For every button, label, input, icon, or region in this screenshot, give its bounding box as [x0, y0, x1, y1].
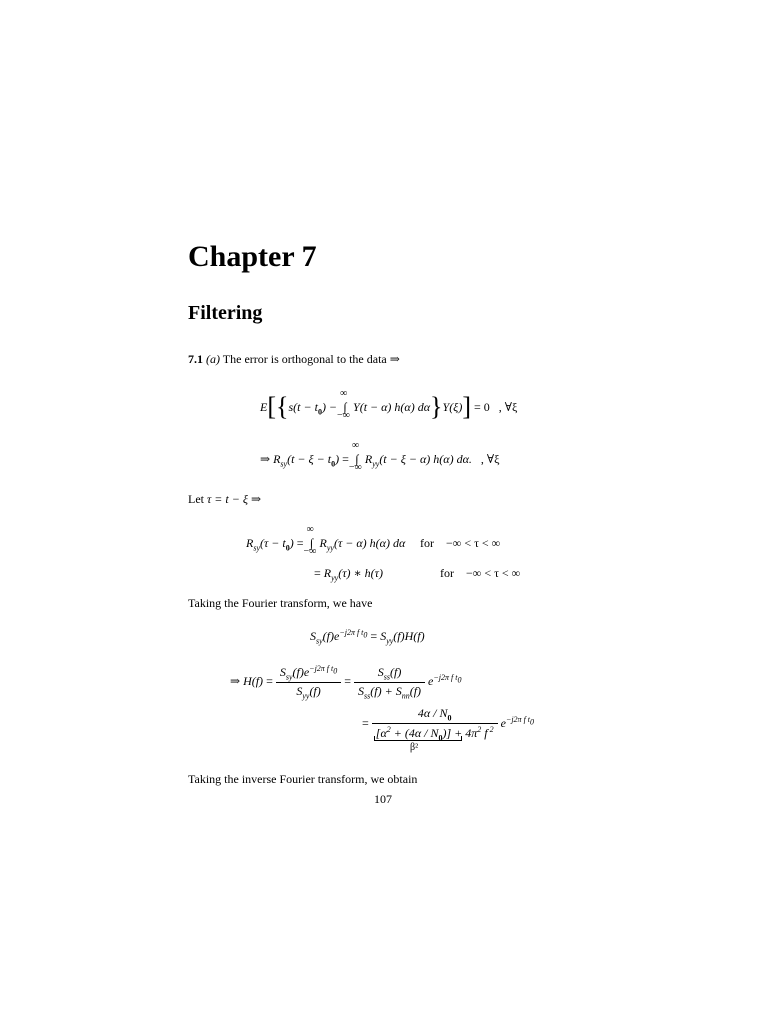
equation-orthogonality: $E[\{s(t - t_0)$ − ∞ ∫ −∞ Y(t − α) h(α) dα}Y(ξ)] = 0 , ∀ξ [260, 388, 518, 421]
problem-intro: The error is orthogonal to the data [222, 352, 387, 366]
integral-sign: ∞ ∫ −∞ [303, 524, 317, 557]
let-line: Let τ = t − ξ ⇒ [188, 492, 262, 506]
underbrace [374, 736, 462, 741]
beta-squared-label: β² [410, 742, 419, 753]
fourier-sentence: Taking the Fourier transform, we have [188, 596, 373, 610]
integral-sign: ∞ ∫ −∞ [348, 440, 362, 473]
for-label-2: for [440, 566, 454, 580]
problem-number: 7.1 [188, 352, 203, 366]
page-number: 107 [374, 792, 392, 806]
fraction: $\frac{S_{sy}(f)e^{-j2\pi f t_0}}{S_{yy}(f)}$ [276, 664, 341, 701]
section-title: Filtering [188, 302, 263, 324]
integral-sign: ∞ ∫ −∞ [337, 388, 350, 421]
condition-1: −∞ < τ < ∞ [446, 536, 501, 550]
let-word: Let [188, 492, 204, 506]
forall-xi-2: , ∀ξ [480, 452, 500, 466]
fraction: $\frac{S_{ss}(f)}{S_{ss}(f) + S_{nn}(f)}$ [354, 665, 425, 701]
implies-arrow: ⇒ [389, 352, 400, 366]
equation-tau: $R_{sy}(\tau - t_0)$ = ∞ ∫ −∞ $R_{yy}(\tau - \alpha)$ h(α) dα [246, 524, 406, 557]
chapter-title: Chapter 7 [188, 240, 317, 273]
condition-2: −∞ < τ < ∞ [466, 566, 521, 580]
problem-intro-line [188, 352, 400, 367]
fraction: $\frac{4\alpha / N_0}{[\alpha^2 + (4\alpha / N_0)] + 4\pi^2 f ^2}$ [372, 706, 498, 743]
equation-transfer-expanded: = $\frac{4\alpha / N_0}{[\alpha^2 + (4\alpha / N_0)] + 4\pi^2 f ^2}$ $e^{-j2\pi f t_0}$ [362, 706, 535, 743]
problem-part: (a) [206, 352, 220, 366]
inverse-fourier-sentence: Taking the inverse Fourier transform, we obtain [188, 772, 418, 786]
equation-spectral: $S_{sy}(f)e^{-j2\pi f t_0} = S_{yy}(f)H(f)$ [310, 628, 425, 646]
for-label-1: for [420, 536, 434, 550]
equation-correlation: ⇒ $R_{sy}(t - \xi - t_0)$ = ∞ ∫ −∞ $R_{yy}(t - \xi - \alpha)$ h(α) dα. , ∀ξ [260, 440, 500, 473]
forall-xi-1: , ∀ξ [498, 400, 518, 414]
equation-convolution: = $R_{yy}(\tau)$ ∗ h(τ) [314, 566, 383, 583]
equation-transfer-function: ⇒ H(f) = $\frac{S_{sy}(f)e^{-j2\pi f t_0}}{S_{yy}(f)}$ = $\frac{S_{ss}(f)}{S_{ss}(f) + S_{nn}(f)}$ $e^{-j2\pi f t_0}$ [230, 664, 462, 701]
